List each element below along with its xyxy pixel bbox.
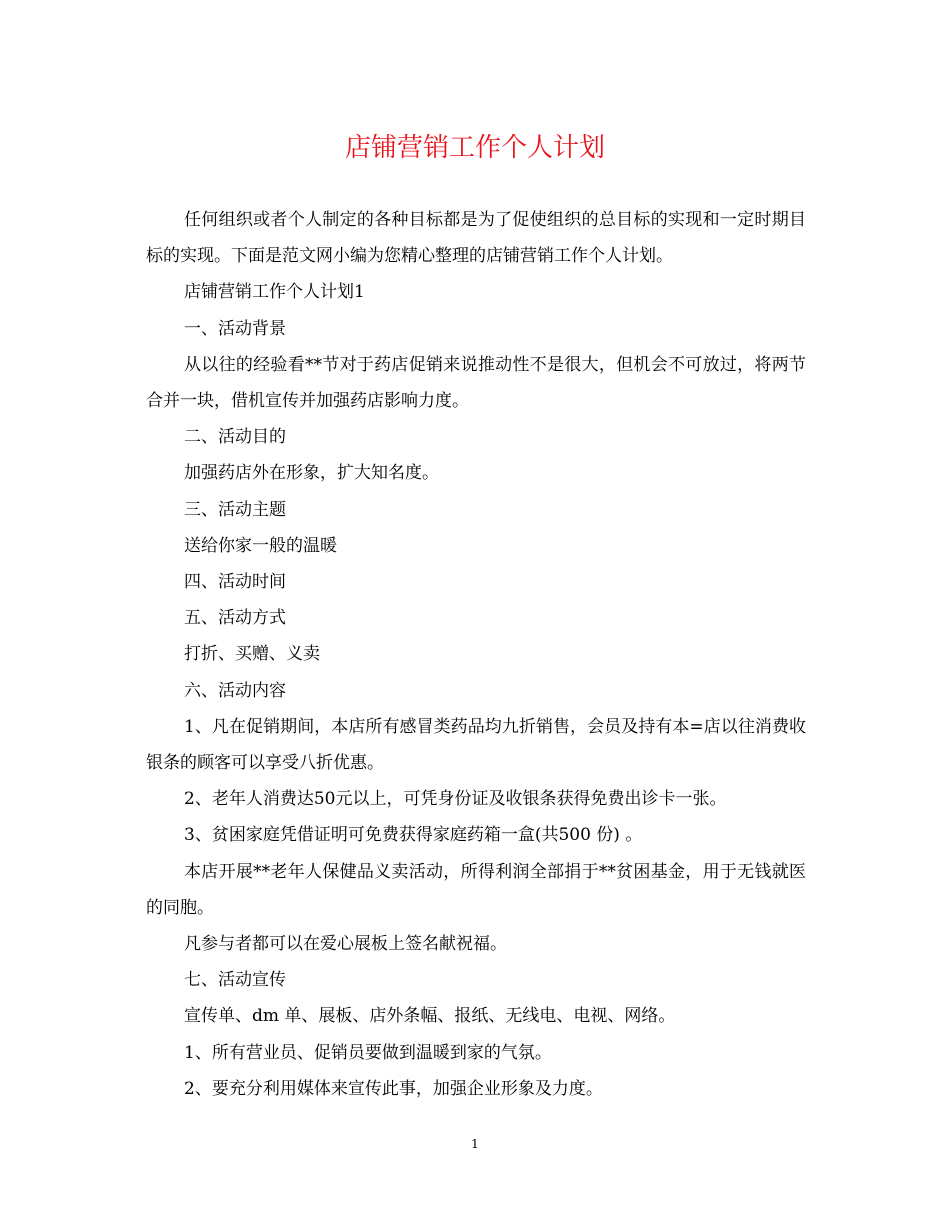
paragraph-purpose: 加强药店外在形象，扩大知名度。 <box>184 463 439 484</box>
paragraph-content-item-2: 2、老年人消费达50元以上，可凭身份证及收银条获得免费出诊卡一张。 <box>184 789 727 810</box>
section-heading-method: 五、活动方式 <box>184 608 286 629</box>
paragraph-signature-board: 凡参与者都可以在爱心展板上签名献祝福。 <box>184 934 507 955</box>
section-heading-time: 四、活动时间 <box>184 572 286 593</box>
section-heading-background: 一、活动背景 <box>184 318 286 339</box>
document-title: 店铺营销工作个人计划 <box>344 133 605 163</box>
section-heading-purpose: 二、活动目的 <box>184 427 286 448</box>
paragraph-intro: 任何组织或者个人制定的各种目标都是为了促使组织的总目标的实现和一定时期目标的实现。下面是范文网小编为您精心整理的店铺营销工作个人计划。 <box>146 210 806 267</box>
document-body <box>146 202 806 1107</box>
paragraph-theme: 送给你家一般的温暖 <box>184 535 337 556</box>
paragraph-charity-sale: 本店开展**老年人保健品义卖活动，所得利润全部捐于**贫困基金，用于无钱就医的同胞。 <box>146 861 806 918</box>
section-heading-theme: 三、活动主题 <box>184 499 286 520</box>
paragraph-plan-heading: 店铺营销工作个人计划1 <box>184 282 365 303</box>
paragraph-promotion-channels: 宣传单、dm 单、展板、店外条幅、报纸、无线电、电视、网络。 <box>184 1006 676 1027</box>
paragraph-content-item-1: 1、凡在促销期间，本店所有感冒类药品均九折销售，会员及持有本=店以往消费收银条的顾客可以享受八折优惠。 <box>146 716 806 774</box>
section-heading-content: 六、活动内容 <box>184 680 286 701</box>
section-heading-promotion: 七、活动宣传 <box>184 970 286 991</box>
page-number: 1 <box>471 1137 479 1151</box>
paragraph-background: 从以往的经验看**节对于药店促销来说推动性不是很大，但机会不可放过，将两节合并一块，借机宣传并加强药店影响力度。 <box>146 354 806 412</box>
paragraph-content-item-3: 3、贫困家庭凭借证明可免费获得家庭药箱一盒(共500 份) 。 <box>184 825 643 846</box>
paragraph-promotion-item-2: 2、要充分利用媒体来宣传此事，加强企业形象及力度。 <box>184 1078 603 1099</box>
paragraph-promotion-item-1: 1、所有营业员、促销员要做到温暖到家的气氛。 <box>184 1042 552 1063</box>
paragraph-method: 打折、买赠、义卖 <box>184 644 320 665</box>
